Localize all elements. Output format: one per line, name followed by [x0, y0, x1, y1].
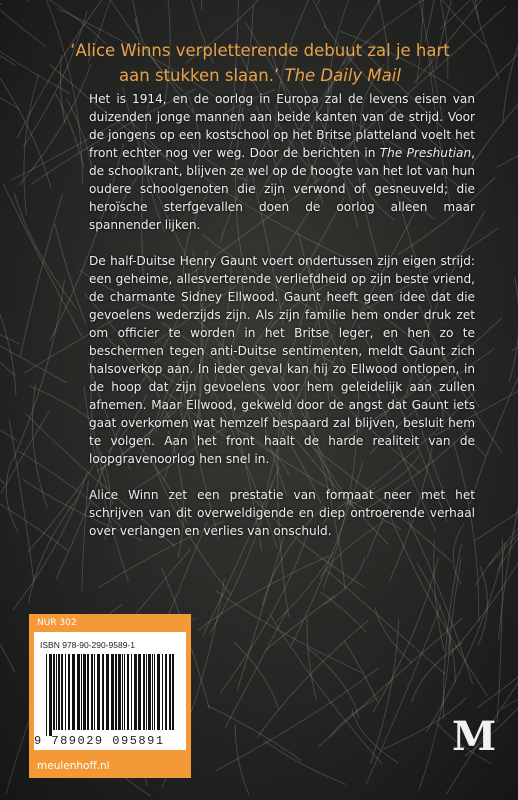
- barcode-bar: [53, 654, 55, 730]
- barcode-bar: [154, 654, 155, 730]
- barcode-bar: [157, 654, 160, 730]
- barcode-bar: [56, 654, 57, 730]
- publisher-logo: M: [452, 713, 497, 760]
- barcode-bar: [102, 654, 104, 730]
- barcode-bar: [118, 654, 121, 730]
- barcode-bar: [138, 654, 141, 730]
- barcode-bar: [165, 654, 167, 730]
- barcode-bar: [122, 654, 123, 730]
- barcode-bar: [87, 654, 89, 730]
- barcode-bar: [46, 654, 47, 736]
- barcode-bar: [143, 654, 145, 730]
- barcode-bar: [162, 654, 163, 730]
- barcode-bar: [172, 654, 174, 730]
- barcode-bar: [127, 654, 129, 730]
- barcode-bar: [124, 654, 125, 730]
- barcode-bar: [134, 654, 137, 730]
- blurb: [89, 90, 475, 558]
- barcode-bar: [148, 654, 151, 730]
- barcode-bar: [58, 654, 60, 730]
- quote-text: ‘Alice Winns verpletterende debuut zal je hart aan stukken slaan.’: [70, 41, 450, 85]
- review-quote: [60, 38, 460, 88]
- barcode-bar: [115, 654, 117, 730]
- barcode-bar: [169, 654, 171, 730]
- barcode-bar: [106, 654, 109, 730]
- barcode-bar: [111, 654, 114, 730]
- barcode-bar: [152, 654, 153, 730]
- blurb-paragraph-3: Alice Winn zet een prestatie van formaat neer met het schrijven van dit overweldigende en diep ontroerende verhaal over verlangen en verlies van onschuld.: [89, 488, 475, 538]
- barcode-bar: [65, 654, 66, 730]
- blurb-paragraph-2: De half-Duitse Henry Gaunt voert ondertussen zijn eigen strijd: een geheime, allesverterende verliefdheid op zijn beste vriend, de charmante Sidney Ellwood. Gaunt heeft geen idee dat die gevoelens wederzijds zijn. Als zijn familie hem onder druk zet om officier te worden in het Britse leger, en hen zo te beschermen tegen anti-Duitse sentimenten, meldt Gaunt zich halsoverkop aan. In ieder geval kan hij zo Ellwood ontlopen, in de hoop dat zijn gevoelens voor hem geleidelijk aan zullen afnemen. Maar Ellwood, gekweld door de angst dat Gaunt iets gaat overkomen wat hemzelf bespaard zal blijven, besluit hem te volgen. Aan het front haalt de harde realiteit van de loopgravenoorlog hen snel in.: [89, 254, 475, 466]
- barcode: [44, 654, 176, 736]
- barcode-bar: [83, 654, 86, 730]
- barcode-bar: [91, 654, 93, 730]
- barcode-bar: [68, 654, 70, 730]
- barcode-bar: [97, 654, 100, 730]
- isbn-label: ISBN 978-90-290-9589-1: [40, 640, 135, 650]
- publisher-url: meulenhoff.nl: [29, 755, 191, 778]
- quote-source: The Daily Mail: [284, 66, 401, 85]
- barcode-bar: [77, 654, 80, 730]
- barcode-bar: [94, 654, 95, 730]
- barcode-bar: [81, 654, 82, 730]
- barcode-bar: [49, 654, 52, 736]
- barcode-bar: [146, 654, 147, 730]
- barcode-bar: [72, 654, 75, 730]
- blurb-paragraph-1: Het is 1914, en de oorlog in Europa zal de levens eisen van duizenden jonge mannen aan beide kanten van de strijd. Voor de jongens op een kostschool op het Britse platteland voelt het front echter nog ver weg. Door de berichten in The Preshutian, de schoolkrant, blijven ze wel op de hoogte van het lot van hun oudere schoolgenoten die zijn verwond of gesneuveld; die heroïsche sterfgevallen doen de oorlog alleen maar spannender lijken.: [89, 92, 475, 232]
- isbn-digits: 9 789029 095891: [34, 734, 165, 748]
- barcode-bar: [131, 654, 132, 730]
- nur-label: NUR 302: [29, 614, 191, 632]
- barcode-bar: [61, 654, 63, 730]
